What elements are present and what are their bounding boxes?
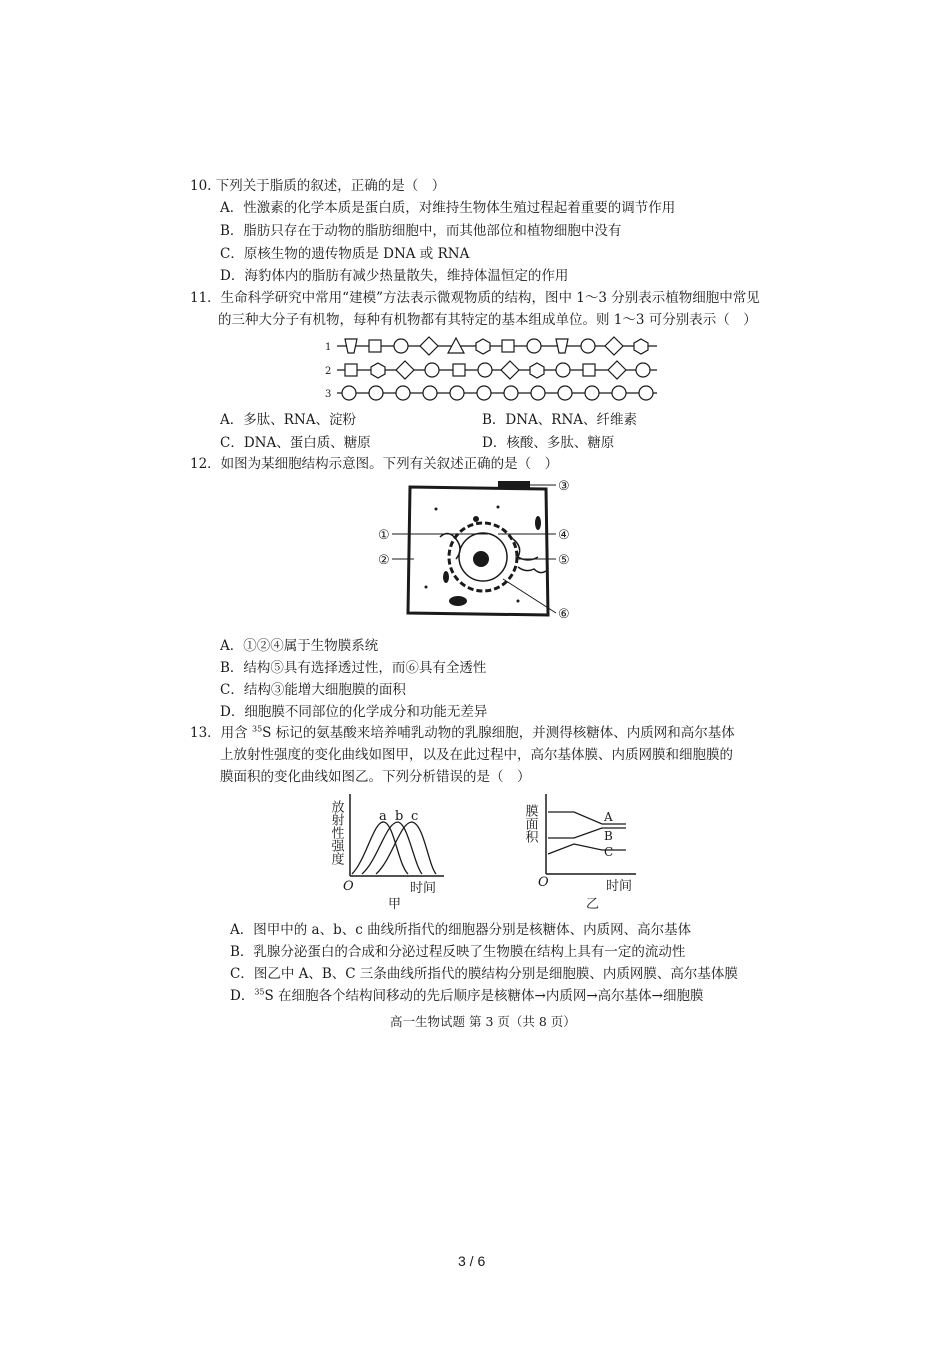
q10-option-d: D．海豹体内的脂肪有减少热量散失，维持体温恒定的作用 [220, 268, 569, 284]
q13-stem-line3: 膜面积的变化曲线如图乙。下列分析错误的是（ ） [220, 769, 531, 785]
q11-option-b: B．DNA、RNA、纤维素 [482, 412, 638, 428]
q13-isotope-mass: 35 [251, 724, 263, 734]
chart-yi-origin: O [538, 875, 549, 890]
chain-label-1: 1 [325, 342, 332, 353]
chart-yi-curve-b [548, 828, 626, 838]
chart-jia-curve-a-label: a [379, 809, 387, 824]
chart-jia-curve-c-label: c [411, 809, 419, 824]
chart-yi-curve-a [548, 812, 626, 824]
chart-jia-ylabel: 放射性强度 [328, 800, 344, 865]
chart-yi-caption: 乙 [586, 897, 600, 912]
cell-label-5: ⑤ [558, 553, 570, 568]
cell-label-1: ① [378, 528, 390, 543]
cell-label-2: ② [378, 553, 390, 568]
q11-stem-line1: 11．生命科学研究中常用“建模”方法表示微观物质的结构，图中 1～3 分别表示植物细胞中常见 [190, 290, 760, 306]
cell-structure-diagram [378, 477, 588, 627]
q11-option-d: D．核酸、多肽、糖原 [482, 435, 615, 451]
chart-jia-curve-a [352, 822, 408, 874]
page-number: 3 / 6 [458, 1253, 486, 1269]
q13-option-d-rest: S 在细胞各个结构间移动的先后顺序是核糖体→内质网→高尔基体→细胞膜 [264, 988, 704, 1004]
q10-stem: 10. 下列关于脂质的叙述，正确的是（ ） [190, 178, 446, 194]
q13-stem-prefix: 13．用含 [190, 725, 252, 741]
chain-label-3: 3 [325, 389, 332, 400]
q13-stem-line2: 上放射性强度的变化曲线如图甲，以及在此过程中，高尔基体膜、内质网膜和细胞膜的 [220, 747, 733, 763]
q11-option-a: A．多肽、RNA、淀粉 [220, 412, 356, 428]
cell-label-3: ③ [558, 479, 570, 494]
q12-stem: 12．如图为某细胞结构示意图。下列有关叙述正确的是（ ） [190, 456, 559, 472]
q10-option-b: B．脂肪只存在于动物的脂肪细胞中，而其他部位和植物细胞中没有 [220, 223, 622, 239]
chart-yi-curve-b-label: B [604, 829, 613, 843]
q11-option-c: C．DNA、蛋白质、糖原 [220, 435, 371, 451]
q11-stem-line2: 的三种大分子有机物，每种有机物都有其特定的基本组成单位。则 1～3 可分别表示（ ） [218, 312, 757, 328]
q13-option-d [230, 987, 704, 1005]
q12-option-d: D．细胞膜不同部位的化学成分和功能无差异 [220, 704, 488, 720]
chart-jia-curve-c [376, 822, 436, 874]
q12-option-c: C．结构③能增大细胞膜的面积 [220, 682, 406, 698]
cell-label-4: ④ [558, 528, 570, 543]
chart-jia-origin: O [343, 879, 354, 894]
molecule-chain-diagram [325, 334, 665, 404]
cell-label-6: ⑥ [558, 607, 570, 622]
q10-option-a: A．性激素的化学本质是蛋白质，对维持生物体生殖过程起着重要的调节作用 [220, 200, 676, 216]
q13-option-d-prefix: D． [230, 988, 255, 1004]
q13-option-c: C．图乙中 A、B、C 三条曲线所指代的膜结构分别是细胞膜、内质网膜、高尔基体膜 [230, 966, 738, 982]
q13-option-b: B．乳腺分泌蛋白的合成和分泌过程反映了生物膜在结构上具有一定的流动性 [230, 944, 686, 960]
chart-yi-xlabel: 时间 [606, 879, 633, 894]
chain-label-2: 2 [325, 366, 332, 377]
chart-yi-curve-c-label: C [604, 845, 614, 859]
chart-jia-caption: 甲 [388, 897, 402, 912]
chart-jia-curve-b [362, 822, 422, 874]
q13-stem-rest: S 标记的氨基酸来培养哺乳动物的乳腺细胞，并测得核糖体、内质网和高尔基体 [262, 725, 735, 741]
q12-option-b: B．结构⑤具有选择透过性，而⑥具有全透性 [220, 660, 487, 676]
q13-option-a: A．图甲中的 a、b、c 曲线所指代的细胞器分别是核糖体、内质网、高尔基体 [230, 922, 692, 938]
q12-option-a: A．①②④属于生物膜系统 [220, 638, 379, 654]
chart-jia-curve-b-label: b [395, 809, 404, 824]
chart-jia-xlabel: 时间 [410, 881, 437, 896]
q13-option-d-isotope: 35 [254, 987, 265, 997]
q10-option-c: C．原核生物的遗传物质是 DNA 或 RNA [220, 246, 470, 262]
chart-yi-curve-a-label: A [604, 810, 613, 824]
chart-yi [522, 790, 648, 912]
chart-jia [326, 790, 456, 912]
chart-yi-ylabel: 膜面积 [522, 804, 538, 843]
exam-footer: 高一生物试题 第 3 页（共 8 页） [390, 1014, 576, 1029]
q13-stem-line1 [190, 724, 735, 742]
chart-yi-curve-c [548, 844, 626, 854]
